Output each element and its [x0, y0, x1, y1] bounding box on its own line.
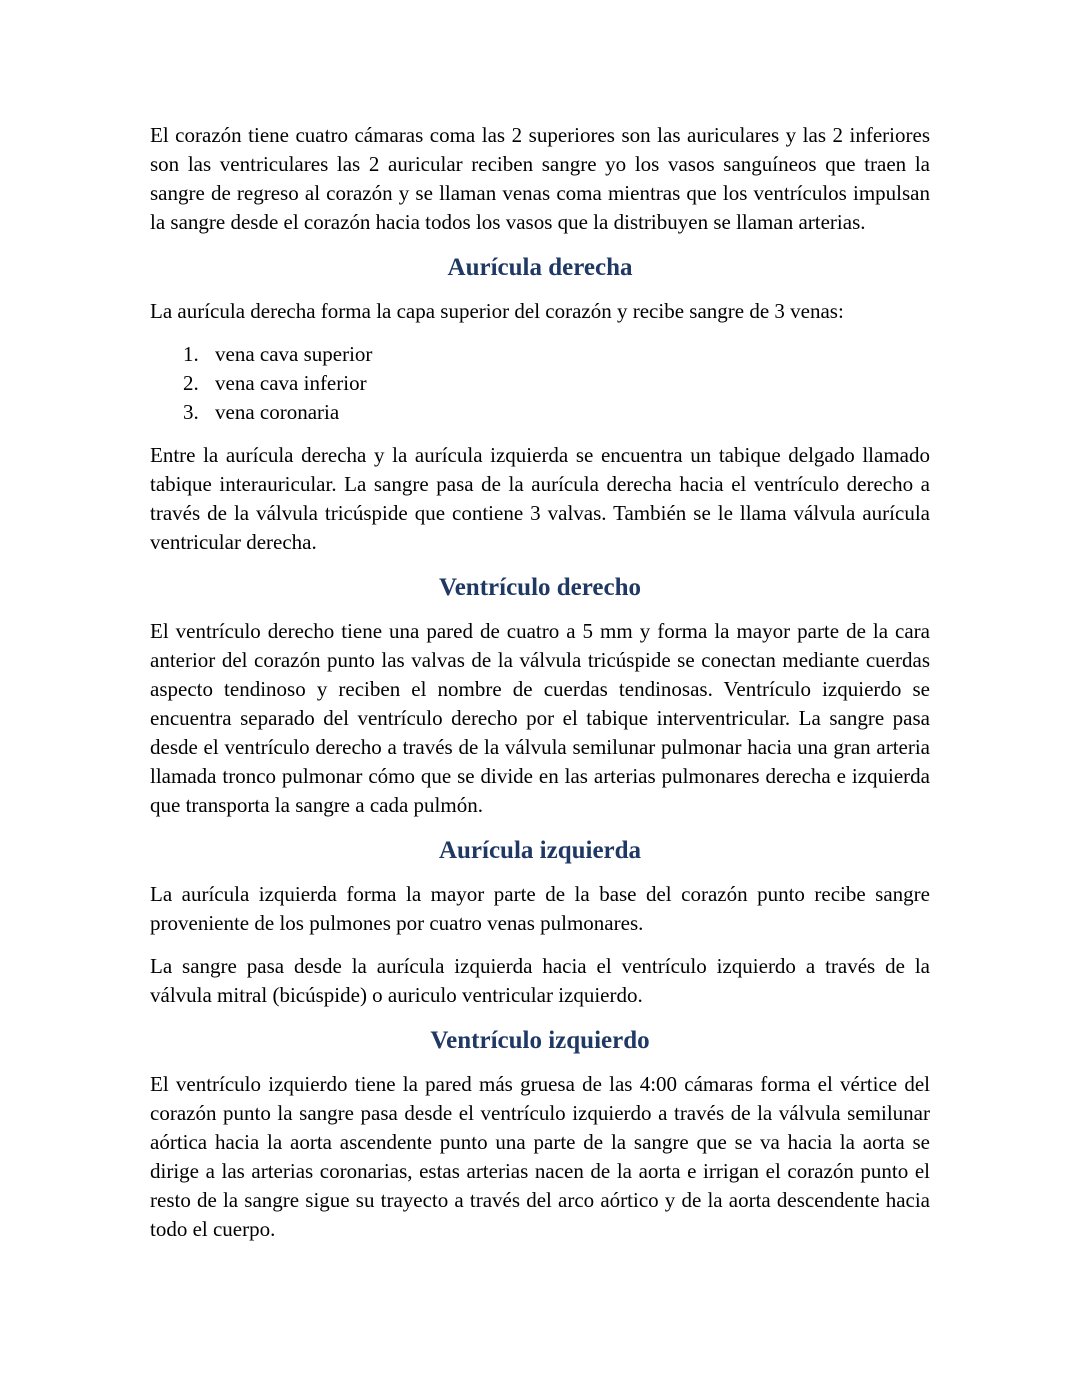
- list-item: [150, 369, 930, 398]
- list-item-number: 1.: [183, 342, 199, 366]
- paragraph-auricula-derecha-body: Entre la aurícula derecha y la aurícula izquierda se encuentra un tabique delgado llamado tabique interauricular. La sangre pasa de la aurícula derecha hacia el ventrículo derecho a través de la válvula tricúspide que contiene 3 valvas. También se le llama válvula aurícula ventricular derecha.: [150, 443, 930, 554]
- vein-list: [150, 340, 930, 427]
- heading-auricula-derecha: Aurícula derecha: [447, 254, 633, 281]
- paragraph-ventriculo-izquierdo-body: El ventrículo izquierdo tiene la pared más gruesa de las 4:00 cámaras forma el vértice del corazón punto la sangre pasa desde el ventrículo izquierdo a través de la válvula semilunar aórtica hacia la aorta ascendente punto una parte de la sangre que se va hacia la aorta se dirige a las arterias coronarias, estas arterias nacen de la aorta e irrigan el corazón punto el resto de la sangre sigue su trayecto a través del arco aórtico y de la aorta descendente hacia todo el cuerpo.: [150, 1072, 930, 1241]
- list-item-text: vena coronaria: [215, 400, 340, 424]
- list-item: [150, 398, 930, 427]
- heading-ventriculo-derecho: Ventrículo derecho: [438, 574, 642, 601]
- list-item-text: vena cava inferior: [215, 371, 367, 395]
- heading-ventriculo-izquierdo: Ventrículo izquierdo: [430, 1027, 650, 1054]
- list-item-number: 3.: [183, 400, 199, 424]
- paragraph-auricula-derecha-lead: La aurícula derecha forma la capa superior del corazón y recibe sangre de 3 venas:: [150, 299, 844, 323]
- paragraph-intro: El corazón tiene cuatro cámaras coma las 2 superiores son las auriculares y las 2 inferiores son las ventriculares las 2 auricular reciben sangre yo los vasos sanguíneos que traen la sangre de regreso al corazón y se llaman venas coma mientras que los ventrículos impulsan la sangre desde el corazón hacia todos los vasos que la distribuyen se llaman arterias.: [150, 123, 930, 234]
- heading-auricula-izquierda: Aurícula izquierda: [438, 837, 642, 864]
- paragraph-auricula-izquierda-body-1: La aurícula izquierda forma la mayor parte de la base del corazón punto recibe sangre proveniente de los pulmones por cuatro venas pulmonares.: [150, 882, 930, 935]
- list-item-number: 2.: [183, 371, 199, 395]
- list-item-text: vena cava superior: [215, 342, 373, 366]
- list-item: [150, 340, 930, 369]
- paragraph-ventriculo-derecho-body: El ventrículo derecho tiene una pared de cuatro a 5 mm y forma la mayor parte de la cara anterior del corazón punto las valvas de la válvula tricúspide se conectan mediante cuerdas aspecto tendinoso y reciben el nombre de cuerdas tendinosas. Ventrículo izquierdo se encuentra separado del ventrículo derecho por el tabique interventricular. La sangre pasa desde el ventrículo derecho a través de la válvula semilunar pulmonar hacia una gran arteria llamada tronco pulmonar cómo que se divide en las arterias pulmonares derecha e izquierda que transporta la sangre a cada pulmón.: [150, 619, 930, 817]
- paragraph-auricula-izquierda-body-2: La sangre pasa desde la aurícula izquierda hacia el ventrículo izquierdo a través de la válvula mitral (bicúspide) o auriculo ventricular izquierdo.: [150, 954, 930, 1007]
